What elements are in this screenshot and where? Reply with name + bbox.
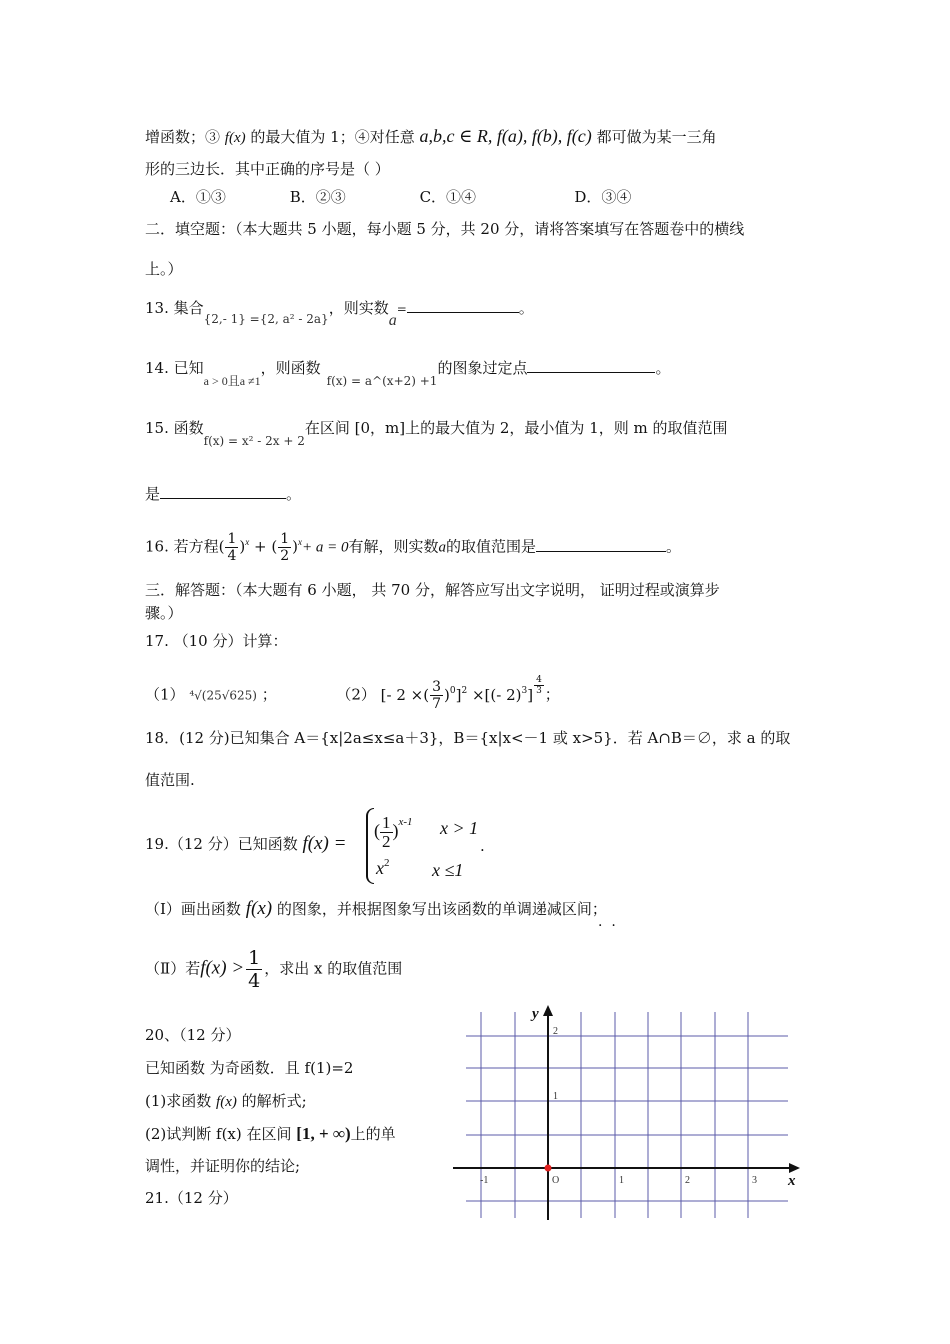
y-axis-arrow-icon <box>543 1005 553 1016</box>
q14-prefix: 14. 已知 <box>145 359 204 377</box>
q15-prefix: 15. 函数 <box>145 419 204 437</box>
x-axis-arrow-icon <box>789 1163 800 1173</box>
q19-part1-fx: f(x) <box>245 898 273 919</box>
q17-part1-label: （1） <box>145 685 185 704</box>
q20-line2 <box>145 1091 307 1112</box>
q19-case1-cond: x > 1 <box>440 818 479 838</box>
y-tick-label: 2 <box>553 1026 558 1037</box>
q16-end-b: 。 <box>666 537 682 556</box>
section2-heading: 二．填空题：（本大题共 5 小题，每小题 5 分，共 20 分，请将答案填写在答题卷中的横线 <box>145 220 745 238</box>
q12-option-d: D．③④ <box>574 188 632 206</box>
q12-option-b: B．②③ <box>289 188 346 206</box>
q20-title: 20、（12 分） <box>145 1026 241 1044</box>
q12-text-a: 增函数；③ <box>145 128 221 146</box>
q19-prefix-text: 19.（12 分）已知函数 <box>145 835 298 853</box>
x-axis-label: x <box>788 1173 796 1189</box>
q14-condition: a > 0且a ≠1 <box>203 374 261 388</box>
q20-line1: 已知函数 为奇函数．且 f(1)=2 <box>145 1059 354 1077</box>
q17-part2-label: （2） <box>336 685 376 704</box>
q19-part2-fx: f(x) > <box>200 957 245 979</box>
q17-parts <box>145 675 560 712</box>
q18-cont: 值范围. <box>145 771 195 789</box>
q19-brace <box>366 808 374 884</box>
q12-option-a: A．①③ <box>170 188 226 206</box>
q15-line2-b: 。 <box>286 485 302 503</box>
q19-end: . <box>480 837 485 855</box>
q12-text-b: 的最大值为 1；④对任意 <box>250 128 415 146</box>
q16-paren-quarter: ( <box>218 537 225 556</box>
q16: 16. 若方程( $\frac{1}{4}$ )$^x$ + ( $\frac{1}{2}$ )$^x$+ a = 0有解，则实数a的取值范围是 。 <box>145 531 682 564</box>
y-axis-label: y <box>532 1006 539 1022</box>
section3-heading: 三．解答题：（本大题有 6 小题， 共 70 分，解答应写出文字说明， 证明过程或演算步 <box>145 581 720 599</box>
q16-end-a: 的取值范围是 <box>446 537 537 556</box>
section2-heading-cont: 上。） <box>145 260 183 278</box>
q15-answer-blank[interactable] <box>160 484 286 499</box>
q16-answer-blank[interactable] <box>536 537 666 552</box>
q19-part1 <box>145 899 607 919</box>
q17-title: 17. （10 分）计算： <box>145 632 288 650</box>
q16-paren-close-1: ) <box>239 537 246 556</box>
q13-end: 。 <box>518 299 534 317</box>
q16-frac-quarter: $\frac{1}{4}$ <box>227 531 237 564</box>
q12-options <box>170 187 631 207</box>
q20-line3-a: (2)试判断 f(x) 在区间 <box>145 1125 292 1143</box>
q19-part1-text: 的图象，并根据图象写出该函数的单调递减区间； <box>276 900 607 918</box>
q17-part1-expression: ⁴√(25√625) <box>189 688 257 703</box>
q19-part1-label: （Ⅰ）画出函数 <box>145 900 241 918</box>
q19-part2-text: ，求出 x 的取值范围 <box>264 959 403 978</box>
q13 <box>145 298 534 329</box>
q14-answer-blank[interactable] <box>527 358 655 373</box>
x-tick-label: 2 <box>685 1175 690 1186</box>
q16-prefix: 16. 若方程 <box>145 537 219 556</box>
q14-mid: ，则函数 <box>260 359 321 377</box>
q13-var: a <box>388 312 397 329</box>
q19-part2 <box>145 947 402 992</box>
q15 <box>145 418 728 448</box>
q16-eq-tail: + a = 0 <box>302 539 349 556</box>
q13-eq: = <box>396 302 407 316</box>
q19-prefix <box>145 834 346 854</box>
y-tick-label: 1 <box>553 1091 558 1102</box>
q20-line2-fx: f(x) <box>216 1094 237 1110</box>
q12-option-c: C．①④ <box>419 188 477 206</box>
q13-prefix: 13. 集合 <box>145 299 204 317</box>
q20-line2-b: 的解析式; <box>241 1092 307 1110</box>
q20-line4: 调性，并证明你的结论; <box>145 1157 301 1175</box>
q13-set-equation: {2,- 1} ={2, a² - 2a} <box>203 312 329 326</box>
x-tick-label: 3 <box>752 1175 757 1186</box>
q17-part1-end: ； <box>261 685 277 704</box>
coordinate-grid <box>448 1000 808 1240</box>
q16-var: a <box>438 539 447 556</box>
grid-lines <box>466 1012 788 1218</box>
q13-mid: ，则实数 <box>328 299 389 317</box>
q19-case2-cond: x ≤1 <box>432 860 464 880</box>
q20-line2-a: (1)求函数 <box>145 1092 212 1110</box>
q19-part2-frac: $\frac{1}{4}$ <box>248 947 261 992</box>
q19-emphasis-dots: · · <box>598 918 616 934</box>
q12-text-c: 都可做为某一三角 <box>596 128 717 146</box>
section3-heading-cont: 骤。） <box>145 604 183 622</box>
q15-mid: 在区间 [0，m]上的最大值为 2，最小值为 1，则 m 的取值范围 <box>304 419 728 437</box>
q20-line3-b: 上的单 <box>350 1125 396 1143</box>
q15-line2-a: 是 <box>145 485 161 503</box>
q12-line1 <box>145 126 717 148</box>
q14-end-a: 的图象过定点 <box>437 359 528 377</box>
q19-part2-label: （Ⅱ）若 <box>145 959 201 978</box>
q20-interval: [1, + ∞) <box>296 1124 351 1143</box>
x-tick-label: 1 <box>619 1175 624 1186</box>
q17-part2-expression: [- 2 ×( $\frac{3}{7}$ )$^0$]$^2$ ×[(- 2)$^3$] $\frac{4}{3}$ <box>380 675 542 712</box>
q18: 18．(12 分)已知集合 A＝{x|2a≤x≤a＋3}，B＝{x|x<－1 或 x>5}．若 A∩B＝∅，求 a 的取 <box>145 729 791 747</box>
x-tick-label: -1 <box>480 1175 489 1186</box>
q19-case1-expr: ( $\frac{1}{2}$ )$^{x-1}$ <box>374 813 413 851</box>
q21-title: 21.（12 分） <box>145 1189 238 1207</box>
q19-fx: f(x) = <box>302 833 347 854</box>
q16-frac-half: $\frac{1}{2}$ <box>280 531 290 564</box>
q12-line2: 形的三边长．其中正确的序号是（ ） <box>145 160 390 178</box>
q17-part2-end: ； <box>544 685 560 704</box>
q14-function: f(x) = a^(x+2) +1 <box>326 374 438 388</box>
origin-label: O <box>552 1175 560 1186</box>
q16-mid: 有解，则实数 <box>348 537 439 556</box>
origin-dot <box>545 1165 552 1172</box>
q12-abc: a,b,c ∈ R, f(a), f(b), f(c) <box>419 126 592 146</box>
q20-line3 <box>145 1124 396 1144</box>
q14-end-b: 。 <box>655 359 671 377</box>
q15-function: f(x) = x² - 2x + 2 <box>203 434 305 448</box>
q13-answer-blank[interactable] <box>407 298 519 313</box>
q19-case2-expr: $x^2$ <box>376 857 390 878</box>
q12-fx: f(x) <box>224 130 246 146</box>
q15-cont <box>145 484 301 504</box>
